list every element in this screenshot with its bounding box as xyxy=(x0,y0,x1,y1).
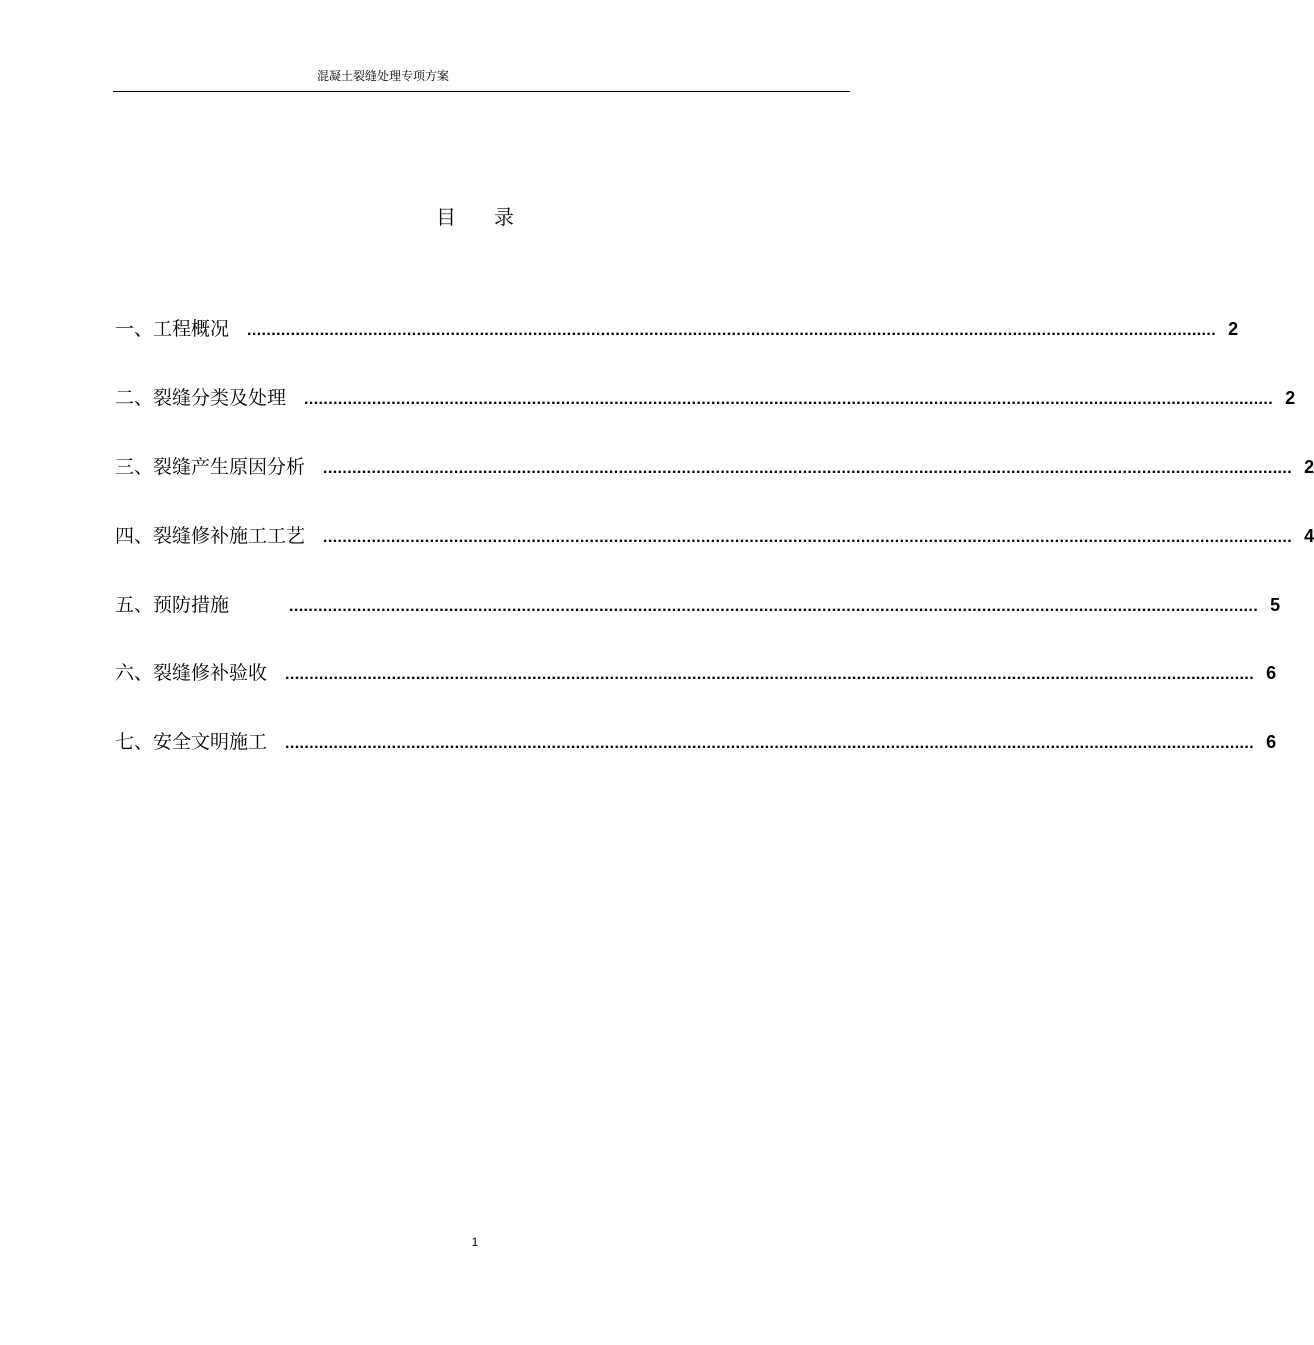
header-rule xyxy=(113,91,850,92)
toc-dot-leader: ........................................................................................................................................................................................................ xyxy=(304,391,1274,408)
toc-dot-leader: ........................................................................................................................................................................................................ xyxy=(323,460,1293,477)
toc-entry-page: 4 xyxy=(1304,526,1314,546)
toc-entry-page: 6 xyxy=(1266,663,1277,683)
toc-entry-label: 二、裂缝分类及处理 xyxy=(115,387,287,409)
toc-dot-leader: ........................................................................................................................................................................................................ xyxy=(289,598,1259,615)
toc-entry-page: 5 xyxy=(1270,595,1281,615)
toc-dot-leader: ........................................................................................................................................................................................................ xyxy=(323,529,1293,546)
toc-entry-5[interactable] xyxy=(115,592,1281,618)
toc-dot-leader: ........................................................................................................................................................................................................ xyxy=(285,735,1255,752)
toc-entry-page: 2 xyxy=(1285,388,1296,408)
toc-entry-7[interactable] xyxy=(115,729,1277,755)
toc-entry-2[interactable] xyxy=(115,385,1296,411)
toc-entry-label: 六、裂缝修补验收 xyxy=(115,662,268,684)
toc-title: 目录 xyxy=(436,205,552,229)
toc-entry-3[interactable] xyxy=(115,454,1314,480)
toc-entry-6[interactable] xyxy=(115,660,1277,686)
toc-entry-label: 五、预防措施 xyxy=(115,594,230,616)
toc-entry-label: 三、裂缝产生原因分析 xyxy=(115,456,306,478)
toc-entry-page: 6 xyxy=(1266,732,1277,752)
toc-entry-label: 七、安全文明施工 xyxy=(115,731,268,753)
toc-entry-label: 一、工程概况 xyxy=(115,318,230,340)
toc-entry-page: 2 xyxy=(1228,319,1239,339)
toc-entry-4[interactable] xyxy=(115,523,1314,549)
toc-entry-page: 2 xyxy=(1304,457,1314,477)
page-number: 1 xyxy=(471,1235,479,1249)
toc-dot-leader: ........................................................................................................................................................................................................ xyxy=(285,666,1255,683)
toc-dot-leader: ........................................................................................................................................................................................................ xyxy=(247,322,1217,339)
running-header: 混凝土裂缝处理专项方案 xyxy=(317,69,450,83)
toc-entry-1[interactable] xyxy=(115,316,1239,342)
toc-entry-label: 四、裂缝修补施工工艺 xyxy=(115,525,306,547)
